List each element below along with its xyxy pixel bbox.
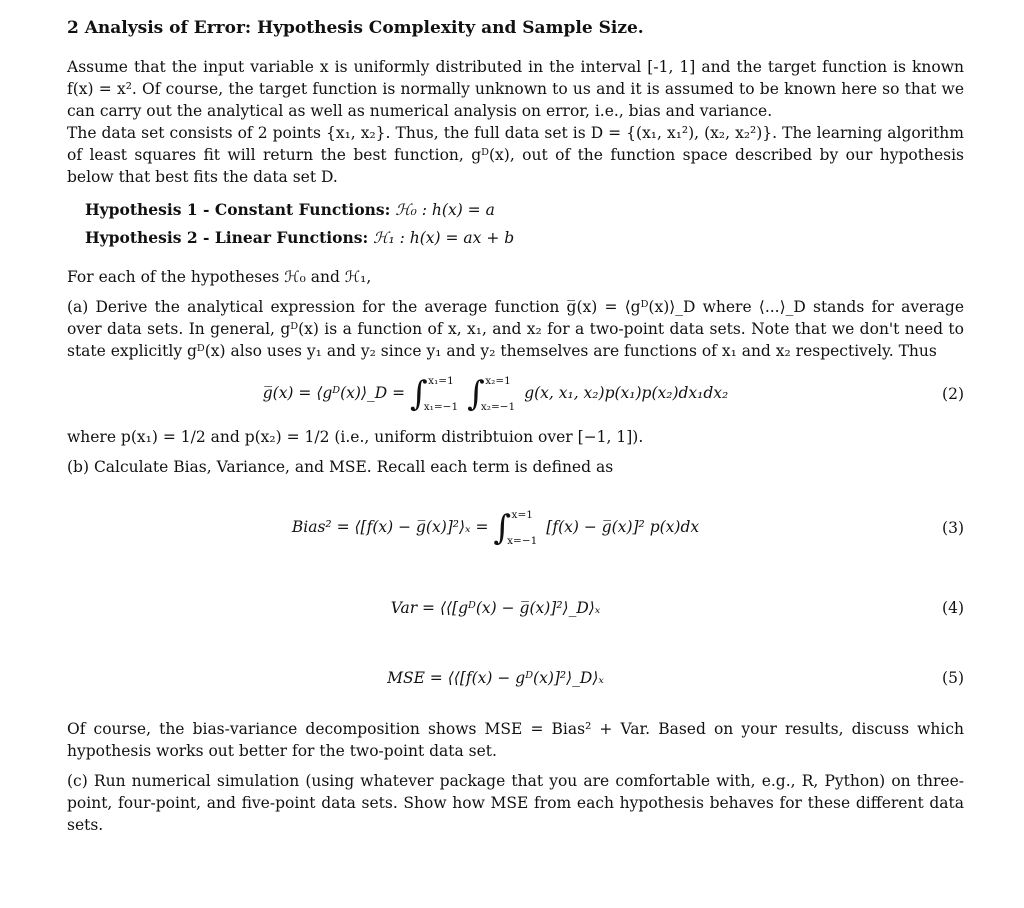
hypothesis-2-label: Hypothesis 2 - Linear Functions: — [85, 228, 369, 247]
hypothesis-2 — [85, 224, 964, 252]
equation-3 — [67, 478, 964, 578]
equation-2 — [67, 362, 964, 426]
document-page — [67, 14, 964, 836]
hypothesis-1 — [85, 196, 964, 224]
eq2-int1-lower: x₁=−1 — [423, 401, 459, 413]
intro-paragraph-2: The data set consists of 2 points {x₁, x₂}. Thus, the full data set is D = {(x₁, x₁²), (x₂, x₂²)}. The learning algorithm of least squares fit will return the best function, gᴰ(x), out of the function space described by our hypothesis below that best fits the data set D. — [67, 124, 964, 186]
integral-sign-3: ∫ — [493, 508, 512, 548]
intro-paragraph-1: Assume that the input variable x is uniformly distributed in the interval [-1, 1] and the target function is known f(x) = x². Of course, the target function is normally unknown to us and it is assumed to be known here so that we can carry out the analytical as well as numerical analysis on error, i.e., bias and variance. — [67, 58, 964, 120]
eq2-lhs: g̅(x) = ⟨gᴰ(x)⟩_D = — [262, 384, 406, 402]
eq3-integrand: [f(x) − g̅(x)]² p(x)dx — [546, 518, 700, 536]
eq4-number: (4) — [942, 599, 964, 617]
eq2-number: (2) — [942, 385, 964, 403]
part-c-text: (c) Run numerical simulation (using whatever package that you are comfortable with, e.g., R, Python) on three-point, four-point, and five-point data sets. Show how MSE from each hypothesis behaves for these different data sets. — [67, 772, 964, 834]
section-title: 2 Analysis of Error: Hypothesis Complexity and Sample Size. — [67, 18, 644, 38]
equation-5 — [67, 638, 964, 718]
hypothesis-1-formula: ℋ₀ : h(x) = a — [395, 201, 495, 219]
hypothesis-2-formula: ℋ₁ : h(x) = ax + b — [373, 229, 515, 247]
integral-sign-2: ∫ — [467, 374, 485, 414]
eq3-lhs: Bias² = ⟨[f(x) − g̅(x)]²⟩ₓ = — [291, 518, 489, 536]
equation-4 — [67, 578, 964, 638]
eq5-number: (5) — [942, 669, 964, 687]
integral-sign-1: ∫ — [410, 374, 428, 414]
where-clause: where p(x₁) = 1/2 and p(x₂) = 1/2 (i.e., uniform distribtuion over [−1, 1]). — [67, 428, 644, 446]
part-intro: For each of the hypotheses ℋ₀ and ℋ₁, — [67, 268, 372, 286]
decomposition-paragraph: Of course, the bias-variance decomposition shows MSE = Bias² + Var. Based on your results, discuss which hypothesis works out better for the two-point data set. — [67, 720, 964, 760]
eq5-text: MSE = ⟨⟨[f(x) − gᴰ(x)]²⟩_D⟩ₓ — [387, 669, 604, 687]
eq2-int2-upper: x₂=1 — [485, 375, 511, 387]
eq2-integrand: g(x, x₁, x₂)p(x₁)p(x₂)dx₁dx₂ — [524, 384, 729, 402]
eq3-number: (3) — [942, 519, 964, 537]
eq2-int2-lower: x₂=−1 — [480, 401, 516, 413]
hypothesis-1-label: Hypothesis 1 - Constant Functions: — [85, 200, 391, 219]
eq4-text: Var = ⟨⟨[gᴰ(x) − g̅(x)]²⟩_D⟩ₓ — [390, 599, 601, 617]
eq3-lower: x=−1 — [507, 535, 538, 547]
part-b-text: (b) Calculate Bias, Variance, and MSE. Recall each term is defined as — [67, 458, 614, 476]
part-a-text: (a) Derive the analytical expression for the average function g̅(x) = ⟨gᴰ(x)⟩_D where ⟨...⟩_D stands for average over data sets. In general, gᴰ(x) is a function of x, x₁, and x₂ for a two-point data sets. Note that we don't need to state explicitly gᴰ(x) also uses y₁ and y₂ since y₁ and y₂ themselves are functions of x₁ and x₂ respectively. Thus — [67, 298, 964, 360]
eq3-upper: x=1 — [511, 509, 533, 521]
eq2-int1-upper: x₁=1 — [428, 375, 454, 387]
